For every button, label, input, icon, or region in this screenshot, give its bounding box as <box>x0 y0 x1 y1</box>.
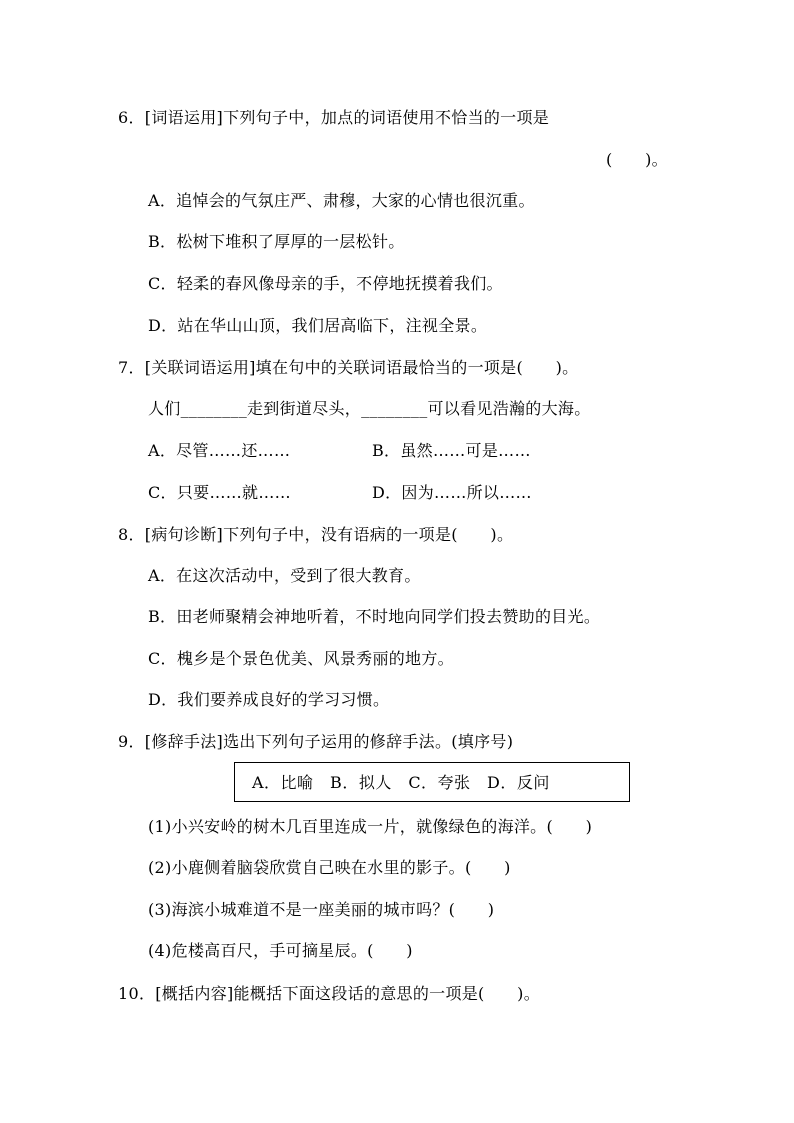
q9-item-3: (3)海滨小城难道不是一座美丽的城市吗？( ) <box>148 900 495 919</box>
q7-option-b: B．虽然……可是…… <box>372 441 531 460</box>
q8-option-c: C．槐乡是个景色优美、风景秀丽的地方。 <box>148 649 454 668</box>
q9-item-4: (4)危楼高百尺，手可摘星辰。( ) <box>148 941 413 960</box>
q8-stem: 8．[病句诊断]下列句子中，没有语病的一项是( )。 <box>118 525 514 544</box>
q8-option-b: B．田老师聚精会神地听着，不时地向同学们投去赞助的目光。 <box>148 607 601 626</box>
q7-option-d: D．因为……所以…… <box>372 483 532 502</box>
rhetoric-options-text: A．比喻 B．拟人 C．夸张 D．反问 <box>252 773 550 792</box>
q6-option-a: A．追悼会的气氛庄严、肃穆，大家的心情也很沉重。 <box>148 191 535 210</box>
q9-item-1: (1)小兴安岭的树木几百里连成一片，就像绿色的海洋。( ) <box>148 817 593 836</box>
q6-option-c: C．轻柔的春风像母亲的手，不停地抚摸着我们。 <box>148 274 503 293</box>
q8-option-a: A．在这次活动中，受到了很大教育。 <box>148 566 421 585</box>
q6-option-b: B．松树下堆积了厚厚的一层松针。 <box>148 232 405 251</box>
q7-option-c: C．只要……就…… <box>148 483 291 502</box>
q6-option-d: D．站在华山山顶，我们居高临下，注视全景。 <box>148 316 488 335</box>
q6-answer-paren: ( )。 <box>606 150 668 169</box>
q9-item-2: (2)小鹿侧着脑袋欣赏自己映在水里的影子。( ) <box>148 858 511 877</box>
q7-sentence: 人们________走到街道尽头，________可以看见浩瀚的大海。 <box>148 399 591 418</box>
q7-stem: 7．[关联词语运用]填在句中的关联词语最恰当的一项是( )。 <box>118 358 579 377</box>
q9-stem: 9．[修辞手法]选出下列句子运用的修辞手法。(填序号) <box>118 732 514 751</box>
q6-stem: 6．[词语运用]下列句子中，加点的词语使用不恰当的一项是 <box>118 108 550 127</box>
q8-option-d: D．我们要养成良好的学习习惯。 <box>148 690 390 709</box>
q10-stem: 10．[概括内容]能概括下面这段话的意思的一项是( )。 <box>118 984 541 1003</box>
q7-option-a: A．尽管……还…… <box>148 441 291 460</box>
